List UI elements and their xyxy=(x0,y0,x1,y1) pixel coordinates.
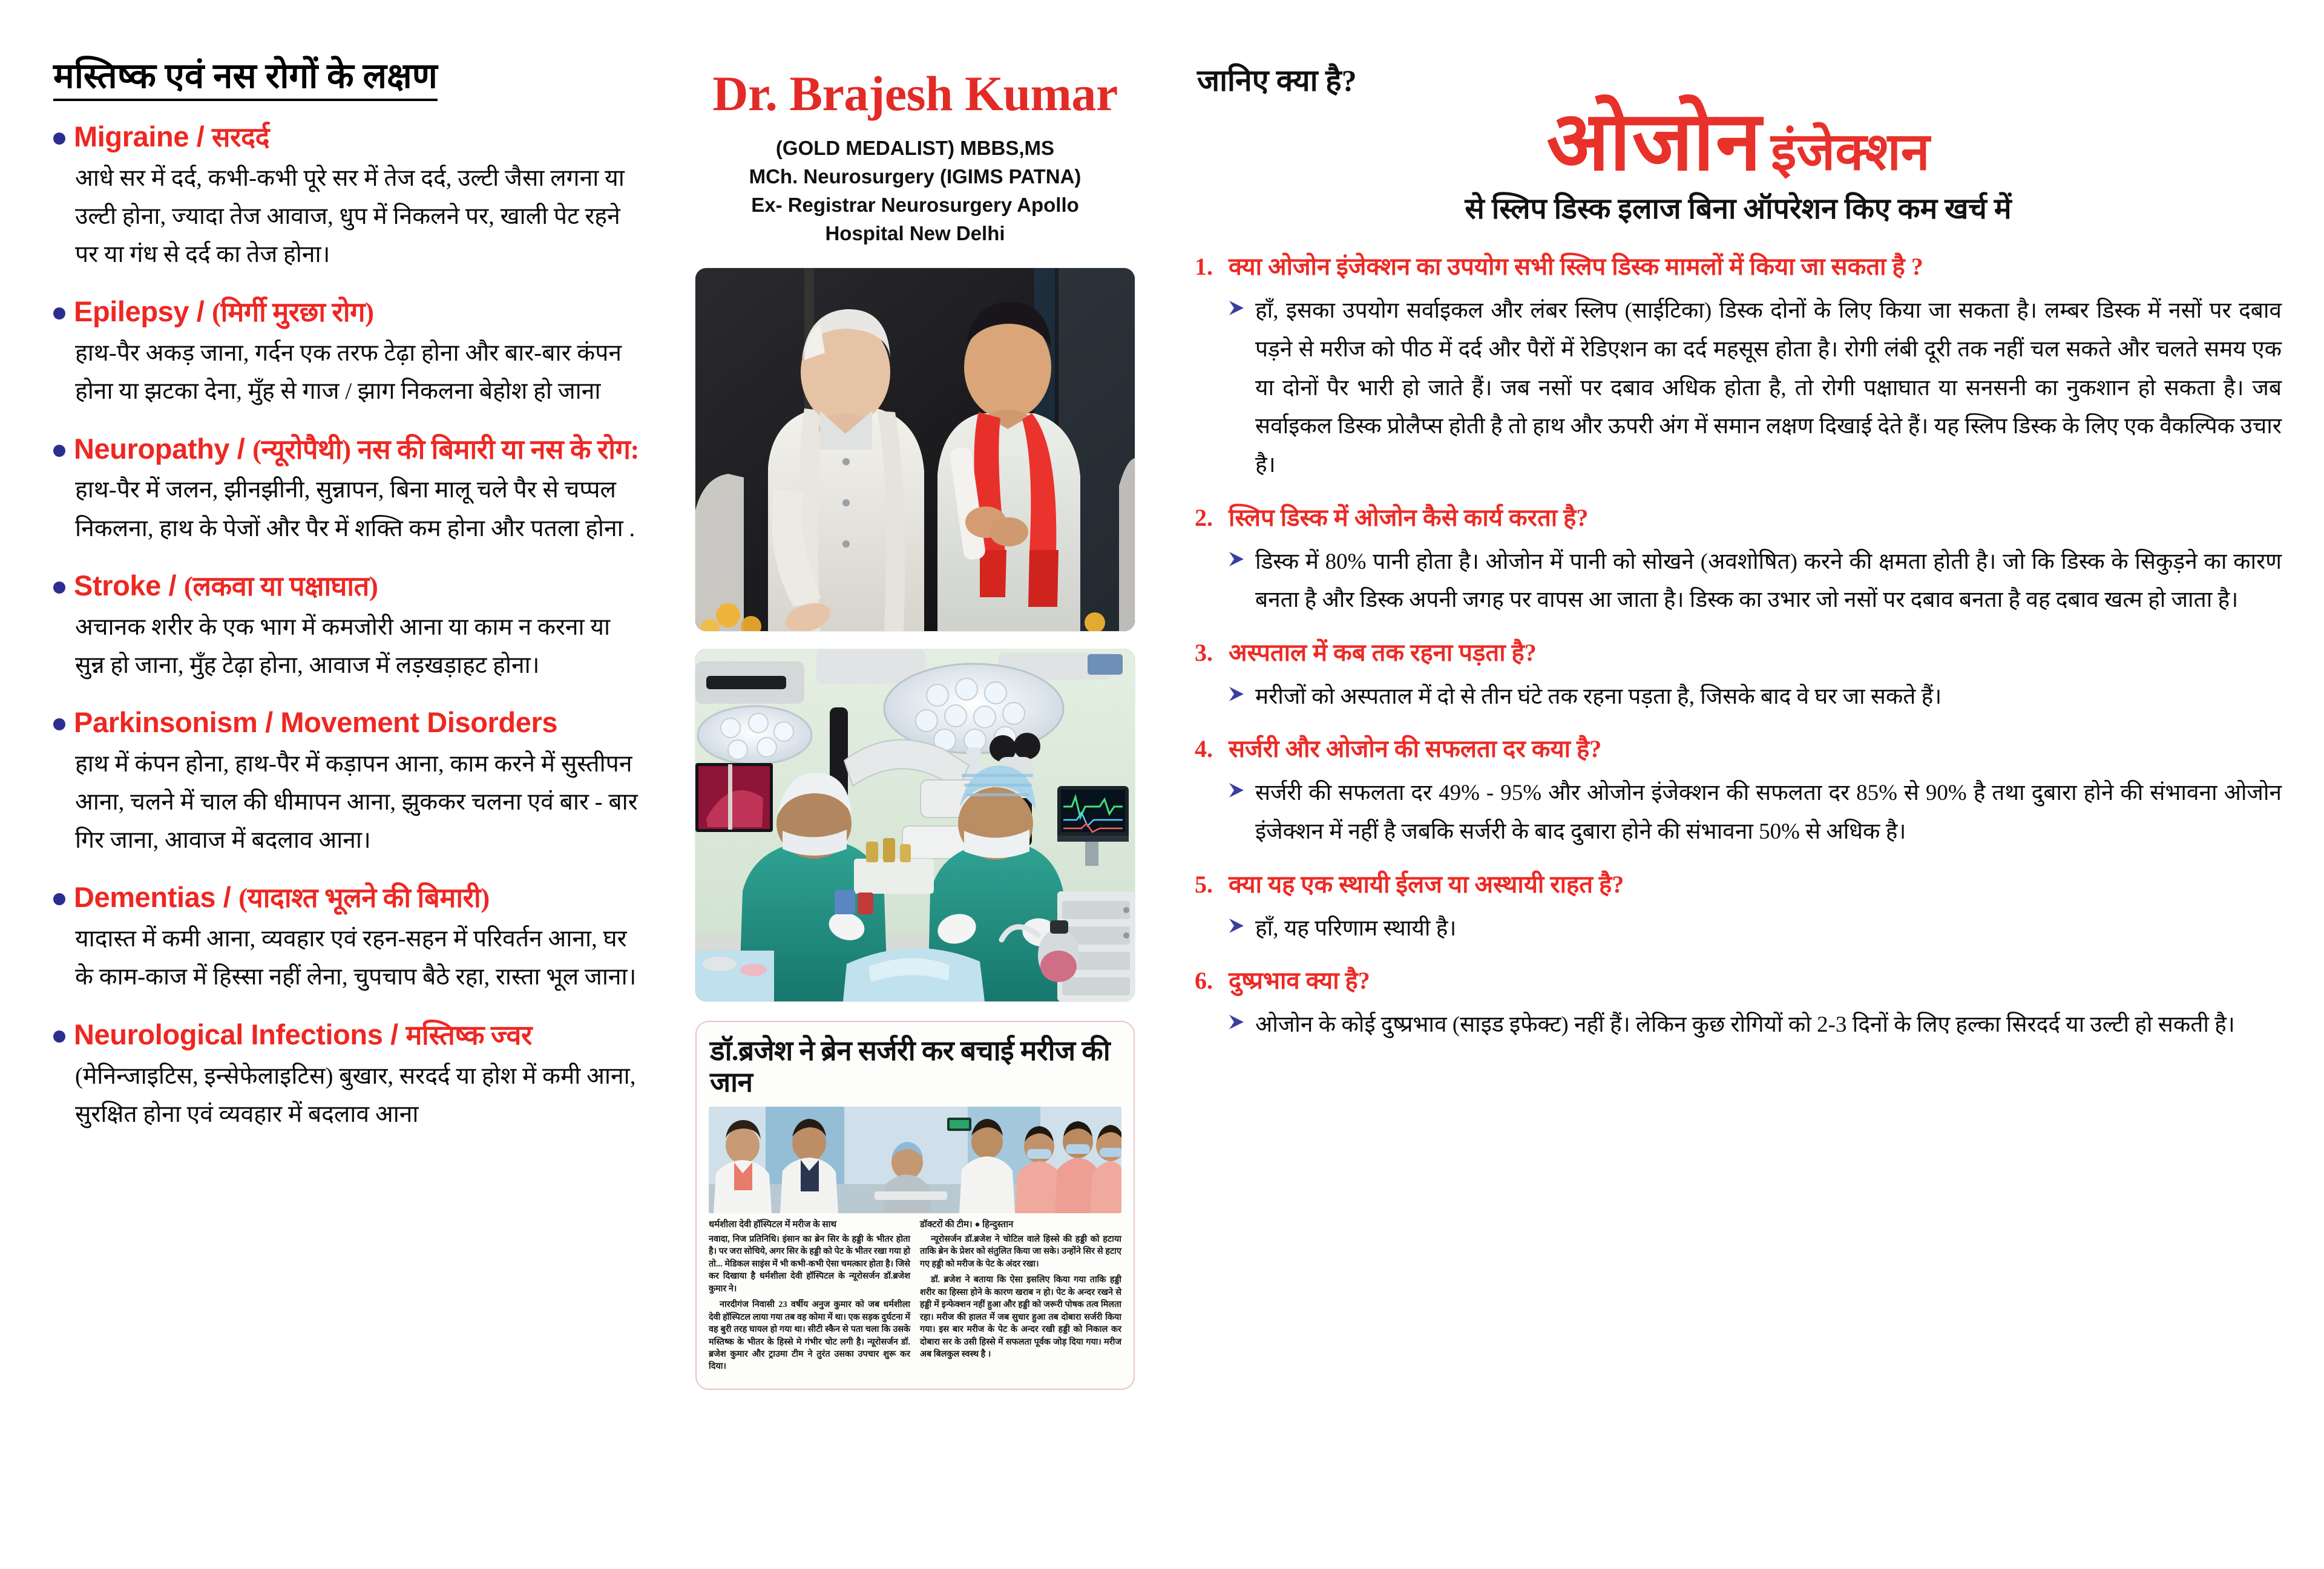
symptom-body: हाथ-पैर में जलन, झीनझीनी, सुन्नापन, बिना मालू चले पैर से चप्पल निकलना, हाथ के पेजों और पैर में शक्ति कम होना और पतला होना . xyxy=(75,477,635,542)
bullet-dot-icon xyxy=(53,133,65,145)
bullet-dot-icon xyxy=(53,581,65,594)
faq-item-2 xyxy=(1195,502,2282,620)
faq-answer-row xyxy=(1227,292,2282,484)
arrow-right-icon xyxy=(1227,550,1246,568)
symptom-title-hi: (लकवा या पक्षाघात) xyxy=(183,571,378,601)
bullet-dot-icon xyxy=(53,893,65,905)
faq-answer: डिस्क में 80% पानी होता है। ओजोन में पानी को सोखने (अवशोषित) करने की क्षमता होती है। जो कि डिस्क के सिकुड़ने का कारण बनता है और डिस्क अपनी जगह पर वापस आ जाता है। डिस्क का उभार जो नसों पर दबाव बनता है वह दबाव खत्म हो जाता है। xyxy=(1255,549,2282,613)
symptom-title xyxy=(74,294,374,329)
faq-item-3 xyxy=(1195,637,2282,716)
newspaper-caption-left: धर्मशीला देवी हॉस्पिटल में मरीज के साथ xyxy=(709,1220,837,1230)
faq-number: 3. xyxy=(1195,638,1213,666)
symptom-item-parkinsonism xyxy=(53,705,643,859)
symptom-body: आधे सर में दर्द, कभी-कभी पूरे सर में तेज दर्द, उल्टी जैसा लगना या उल्टी होना, ज्यादा तेज आवाज, धुप में निकलने पर, खाली पेट रहने पर या गंध से दर्द का तेज होना। xyxy=(75,165,625,268)
symptom-title-row xyxy=(53,431,643,467)
faq-question-row xyxy=(1195,965,2282,997)
faq-answer: सर्जरी की सफलता दर 49% - 95% और ओजोन इंजेक्शन की सफलता दर 85% से 90% है तथा दुबारा होने की संभावना ओजोन इंजेक्शन में नहीं है जबकि सर्जरी के बाद दुबारा होने की संभावना 50% से अधिक है। xyxy=(1255,781,2282,845)
symptom-title xyxy=(74,880,490,915)
arrow-right-icon xyxy=(1227,1013,1246,1031)
faq-number: 1. xyxy=(1195,253,1213,281)
symptom-item-dementias xyxy=(53,880,643,996)
ozone-title-sub: इंजेक्शन xyxy=(1771,123,1930,181)
symptom-title xyxy=(74,568,378,603)
faq-question: अस्पताल में कब तक रहना पड़ता है? xyxy=(1229,638,1537,666)
symptom-title-row xyxy=(53,119,643,154)
faq-question-row xyxy=(1195,637,2282,669)
symptom-title xyxy=(74,1017,532,1052)
faq-item-4 xyxy=(1195,733,2282,851)
symptom-title-en: Parkinsonism / Movement Disorders xyxy=(74,706,558,738)
faq-number: 2. xyxy=(1195,503,1213,531)
symptom-item-neuropathy xyxy=(53,431,643,548)
know-what-label: जानिए क्या है? xyxy=(1197,64,1357,97)
symptom-title-hi: सरदर्द xyxy=(212,122,270,152)
newspaper-column-left xyxy=(709,1219,910,1376)
newspaper-caption-right: डॉक्टरों की टीम। ● हिन्दुस्तान xyxy=(920,1220,1014,1230)
faq-number: 4. xyxy=(1195,735,1213,763)
symptom-title xyxy=(74,119,269,154)
credential-line: Ex- Registrar Neurosurgery Apollo xyxy=(751,193,1079,216)
faq-question: क्या यह एक स्थायी ईलज या अस्थायी राहत है? xyxy=(1229,870,1624,898)
symptom-title-row xyxy=(53,294,643,329)
faq-question-row xyxy=(1195,251,2282,283)
credential-line: (GOLD MEDALIST) MBBS,MS xyxy=(775,137,1055,159)
faq-answer-row xyxy=(1227,909,2282,948)
faq-question-row xyxy=(1195,868,2282,901)
faq-question: क्या ओजोन इंजेक्शन का उपयोग सभी स्लिप डिस्क मामलों में किया जा सकता है ? xyxy=(1229,253,1923,281)
symptom-title-hi: मस्तिष्क ज्वर xyxy=(405,1020,532,1050)
faq-item-1 xyxy=(1195,251,2282,484)
credential-line: Hospital New Delhi xyxy=(825,221,1005,244)
symptom-title-hi: (मिर्गी मुरछा रोग) xyxy=(212,297,374,328)
doctor-credentials xyxy=(749,134,1082,247)
faq-question: स्लिप डिस्क में ओजोन कैसे कार्य करता है? xyxy=(1229,503,1589,531)
symptom-title-en: Neurological Infections / xyxy=(74,1018,398,1050)
faq-question: सर्जरी और ओजोन की सफलता दर कया है? xyxy=(1229,735,1602,763)
faq-answer: मरीजों को अस्पताल में दो से तीन घंटे तक रहना पड़ता है, जिसके बाद वे घर जा सकते हैं। xyxy=(1255,684,1942,709)
symptom-body: अचानक शरीर के एक भाग में कमजोरी आना या काम न करना या सुन्न हो जाना, मुँह टेढ़ा होना, आवाज में लड़खड़ाहट होना। xyxy=(75,614,611,678)
faq-question: दुष्प्रभाव क्या है? xyxy=(1229,967,1370,995)
faq-answer-row xyxy=(1227,678,2282,716)
newspaper-paragraph: न्यूरोसर्जन डॉ.ब्रजेश ने चोटिल वाले हिस्से की हड्डी को हटाया ताकि ब्रेन के प्रेशर को संतुलित किया जा सके। उन्होंने सिर से हटाए गए हड्डी को मरीज के पेट के अंदर रखा। xyxy=(920,1234,1121,1269)
faq-number: 5. xyxy=(1195,870,1213,898)
arrow-right-icon xyxy=(1227,685,1246,703)
ozone-subtitle: से स्लिप डिस्क इलाज बिना ऑपरेशन किए कम खर्च में xyxy=(1465,192,2012,225)
symptom-title-en: Epilepsy / xyxy=(74,295,205,328)
doctor-profile-column xyxy=(658,58,1167,1545)
symptom-title-en: Stroke / xyxy=(74,569,177,601)
newspaper-clipping xyxy=(695,1021,1135,1389)
faq-answer: ओजोन के कोई दुष्प्रभाव (साइड इफेक्ट) नहीं हैं। लेकिन कुछ रोगियों को 2-3 दिनों के लिए हल्का सिरदर्द या उल्टी हो सकती है। xyxy=(1255,1012,2235,1038)
arrow-right-icon xyxy=(1227,299,1246,317)
symptom-title-hi: (यादाश्त भूलने की बिमारी) xyxy=(238,883,490,914)
newspaper-photo xyxy=(709,1107,1121,1213)
faq-answer-row xyxy=(1227,543,2282,620)
symptoms-column xyxy=(53,58,658,1545)
arrow-right-icon xyxy=(1227,917,1246,935)
faq-answer: हाँ, यह परिणाम स्थायी है। xyxy=(1255,916,1457,941)
faq-question-row xyxy=(1195,502,2282,534)
faq-answer-row xyxy=(1227,774,2282,851)
symptom-item-stroke xyxy=(53,568,643,684)
symptom-body: हाथ में कंपन होना, हाथ-पैर में कड़ापन आना, काम करने में सुस्तीपन आना, चलने में चाल की धीमापन आना, झुककर चलना एवं बार - बार गिर जाना, आवाज में बदलाव आना। xyxy=(75,750,638,854)
newspaper-headline: डॉ.ब्रजेश ने ब्रेन सर्जरी कर बचाई मरीज की जान xyxy=(710,1035,1111,1098)
symptom-body: (मेनिन्जाइटिस, इन्सेफेलाइटिस) बुखार, सरदर्द या होश में कमी आना, सुरक्षित होना एवं व्यवहार में बदलाव आना xyxy=(75,1063,636,1127)
symptom-title-hi: (न्यूरोपैथी) नस की बिमारी या नस के रोग: xyxy=(252,434,640,465)
faq-item-5 xyxy=(1195,868,2282,948)
bullet-dot-icon xyxy=(53,1030,65,1043)
symptom-title-en: Migraine / xyxy=(74,120,205,152)
faq-number: 6. xyxy=(1195,967,1213,995)
symptom-title-row xyxy=(53,880,643,915)
newspaper-paragraph: डॉ. ब्रजेश ने बताया कि ऐसा इसलिए किया गया ताकि हड्डी शरीर का हिस्सा होने के कारण खराब न हो। पेट के अन्दर रखने से हड्डी में इन्फेक्शन नहीं हुआ और हड्डी को जरूरी पोषक तत्व मिलता रहा। मरीज की हालत में जब सुधार हुआ तब दोबारा सर्जरी किया गया। इस बार मरीज के पेट के अन्दर रखी हड्डी को निकाल कर दोबारा सर के उसी हिस्से में सफलता पूर्वक जोड़ दिया गया। मरीज अब बिलकुल स्वस्थ है । xyxy=(920,1275,1121,1359)
newspaper-columns xyxy=(709,1219,1121,1376)
faq-question-row xyxy=(1195,733,2282,765)
symptom-title xyxy=(74,705,557,740)
symptom-title-en: Dementias / xyxy=(74,881,231,914)
symptom-title-row xyxy=(53,1017,643,1052)
ozone-faq-column xyxy=(1167,58,2282,1545)
award-ceremony-photo xyxy=(695,268,1135,631)
surgery-theatre-photo xyxy=(695,649,1135,1001)
symptom-title-row xyxy=(53,705,643,740)
newspaper-column-right xyxy=(920,1219,1121,1376)
faq-answer-row xyxy=(1227,1006,2282,1044)
newspaper-paragraph: नवादा, निज प्रतिनिधि। इंसान का ब्रेन सिर के हड्डी के भीतर होता है। पर जरा सोचिये, अगर सिर के हड्डी को पेट के भीतर रखा गया हो तो... मेडिकल साइंस में भी कभी-कभी ऐसा चमत्कार होता है। जिसे कर दिखाया है धर्मशीला देवी हॉस्पिटल के न्यूरोसर्जन डॉ.ब्रजेश कुमार ने। xyxy=(709,1234,910,1294)
ozone-title xyxy=(1195,99,2282,186)
arrow-right-icon xyxy=(1227,781,1246,799)
faq-item-6 xyxy=(1195,965,2282,1044)
symptom-title-row xyxy=(53,568,643,603)
credential-line: MCh. Neurosurgery (IGIMS PATNA) xyxy=(749,165,1082,188)
symptom-body: यादास्त में कमी आना, व्यवहार एवं रहन-सहन में परिवर्तन आना, घर के काम-काज में हिस्सा नहीं लेना, चुपचाप बैठे रहा, रास्ता भूल जाना। xyxy=(75,926,637,991)
bullet-dot-icon xyxy=(53,445,65,457)
symptom-title xyxy=(74,431,639,467)
symptoms-heading: मस्तिष्क एवं नस रोगों के लक्षण xyxy=(53,58,438,101)
faq-answer: हाँ, इसका उपयोग सर्वाइकल और लंबर स्लिप (साईटिका) डिस्क दोनों के लिए किया जा सकता है। लम्बर डिस्क में नसों पर दबाव पड़ने से मरीज को पीठ में दर्द और पैरों में रेडिएशन का दर्द महसूस होता है। रोगी लंबी दूरी तक नहीं चल सकते और चलते समय एक या दोनों पैर भारी हो जाते हैं। जब नसों पर दबाव अधिक होता है, तो रोगी पक्षाघात या सनसनी का नुकशान हो सकता है। जब सर्वाइकल डिस्क प्रोलैप्स होती है तो हाथ और ऊपरी अंग में समान लक्षण दिखाई देते हैं। यह स्लिप डिस्क के लिए एक वैकल्पिक उचार है। xyxy=(1255,298,2282,477)
symptom-body: हाथ-पैर अकड़ जाना, गर्दन एक तरफ टेढ़ा होना और बार-बार कंपन होना या झटका देना, मुँह से गाज / झाग निकलना बेहोश हो जाना xyxy=(75,340,622,405)
bullet-dot-icon xyxy=(53,718,65,730)
symptom-item-neurological-infections xyxy=(53,1017,643,1133)
ozone-title-main: ओजोन xyxy=(1546,97,1763,188)
symptom-item-epilepsy xyxy=(53,294,643,410)
newspaper-paragraph: नारदीगंज निवासी 23 वर्षीय अनुज कुमार को जब धर्मशीला देवी हॉस्पिटल लाया गया तब वह कोमा में था। एक सड़क दुर्घटना में वह बुरी तरह घायल हो गया था। सीटी स्कैन से पता चला कि उसके मस्तिष्क के भीतर के हिस्से मे गंभीर चोट लगी है। न्यूरोसर्जन डॉ. ब्रजेश कुमार और ट्राउमा टीम ने तुरंत उसका उपचार शुरू कर दिया। xyxy=(709,1300,910,1372)
bullet-dot-icon xyxy=(53,307,65,319)
symptom-title-en: Neuropathy / xyxy=(74,432,245,465)
symptom-item-migraine xyxy=(53,119,643,274)
doctor-name: Dr. Brajesh Kumar xyxy=(712,66,1118,121)
